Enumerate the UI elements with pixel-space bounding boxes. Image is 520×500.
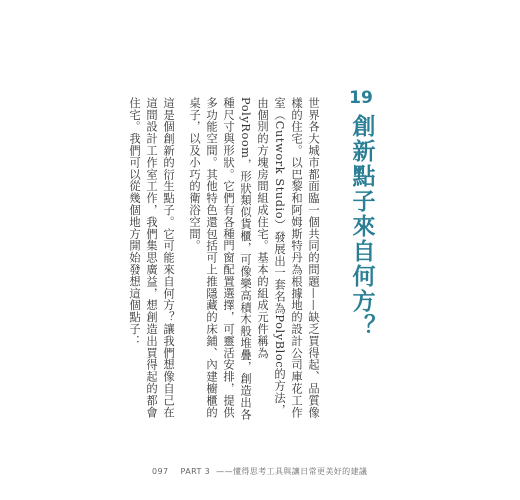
chapter-heading — [341, 88, 381, 339]
part-label: PART 3 — [180, 466, 211, 476]
body-text — [126, 97, 322, 422]
chapter-title: 創新點子來自何方？ — [348, 114, 375, 339]
chapter-number: 19 — [349, 88, 373, 108]
paragraph-1: 世界各大城市都面臨一個共同的問題——缺乏買得起、品質像樣的住宅。以巴黎和阿姆斯特丹為根據地的設計公司庫花工作室（Cutwork Studio）發展出一套名為PolyBloc的方法，由個別的方塊房間組成住宅。基本的組成元件稱為PolyRoom，形狀類似貨櫃，可像樂高積木般堆疊，創造出各種尺寸與形狀。它們有各種門窗配置選擇，可靈活安排，提供多功能空間。其他特色還包括可上推隱藏的床鋪、內建櫥櫃的桌子，以及小巧的衛浴空間。 — [188, 97, 320, 421]
page-footer — [152, 464, 367, 478]
section-label: ——懂得思考工具與讓日常更美好的建議 — [216, 466, 368, 476]
page-number: 097 — [152, 466, 169, 476]
paragraph-2: 這是個創新的衍生點子。它可能來自何方？讓我們想像自己在這間設計工作室工作，我們集思廣益，想創造出買得起的都會住宅。我們可以從幾個地方開始發想這個點子： — [128, 97, 175, 419]
